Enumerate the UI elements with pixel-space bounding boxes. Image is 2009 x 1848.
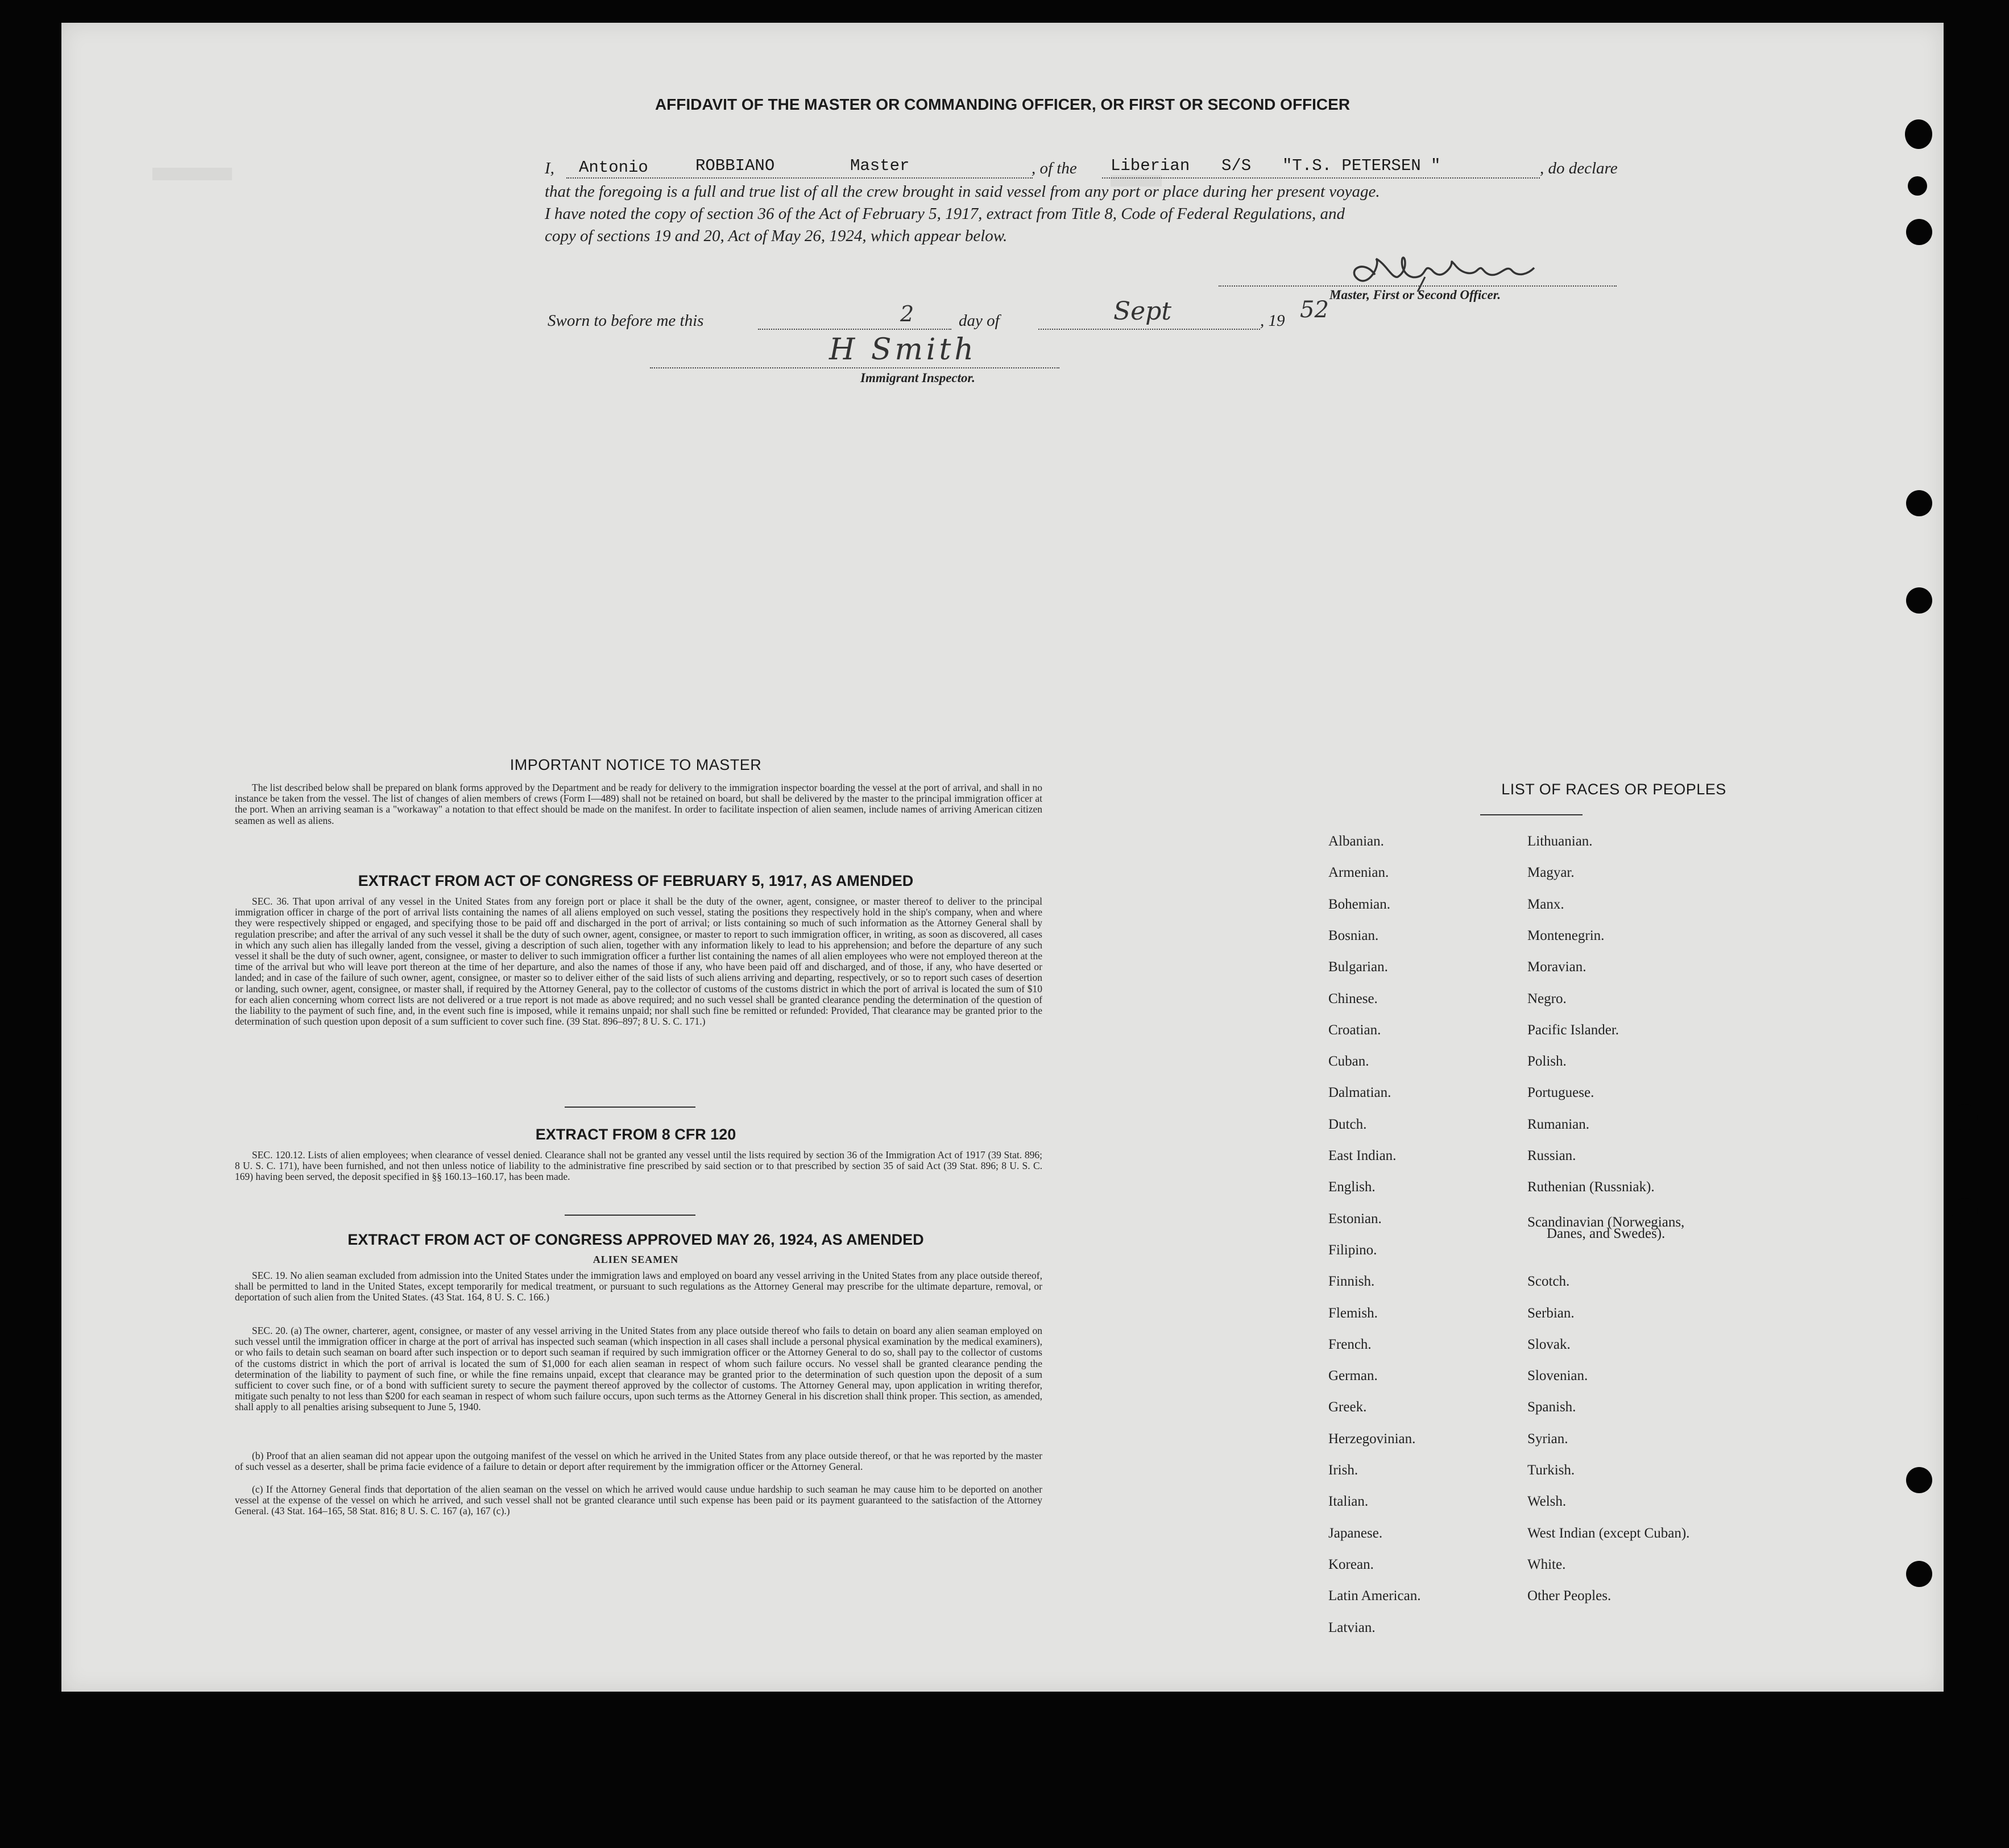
vessel-fill-line — [1102, 177, 1540, 179]
vessel-type: S/S — [1221, 156, 1252, 175]
binder-hole — [1906, 1561, 1932, 1587]
race-item: Bohemian. — [1328, 896, 1391, 912]
race-item: Albanian. — [1328, 834, 1384, 849]
section-36-text: SEC. 36. That upon arrival of any vessel in the United States from any foreign port or place it shall be the duty of the owner, agent, consignee, or master thereof to deliver to the principal immigration officer in charge of the port of arrival lists containing the names of all aliens employed on such vessel, stating the positions they respectively hold in the ship's company, when and where they were respectively shipped or engaged, and specifying those to be paid off and discharged in the port of arrival; or lists containing so much of such information as the Attorney General shall by regulation prescribe; and after the arrival of any such vessel it shall be the duty of such owner, agent, consignee, or master to report to such immigration officer, in writing, as soon as discovered, all cases in which any such alien has illegally landed from the vessel, giving a description of such alien, together with any information likely to lead to his apprehension; and before the departure of any such vessel it shall be the duty of such owner, agent, consignee, or master to deliver to such immigration officer a further list containing the names of all alien employees who were not employed thereon at the time of the arrival but who will leave port thereon at the time of her departure, and also the names of those if any, who have been paid off and discharged, and of those, if any, who have deserted or landed; and in case of the failure of such owner, agent, consignee, or master so to deliver either of the said lists of such aliens arriving and departing, respectively, or so to report such cases of desertion or landing, such owner, agent, consignee, or master shall, if required by the Attorney General, pay to the collector of customs of the customs district in which the port of arrival is located the sum of $10 for each alien concerning whom correct lists are not delivered or a true report is not made as above required; and no such vessel shall be granted clearance pending the determination of the question of the liability to the payment of such fine, and, in the event such fine is imposed, while it remains unpaid; nor shall such fine be remitted or refunded: Provided, That clearance may be granted prior to the determination of such question upon deposit of a sum sufficient to cover such fine. (39 Stat. 896–897; 8 U. S. C. 171.) — [235, 896, 1042, 1027]
race-item: Pacific Islander. — [1527, 1022, 1619, 1038]
race-item: Slovak. — [1527, 1336, 1571, 1352]
race-item: Ruthenian (Russniak). — [1527, 1179, 1655, 1195]
race-item: Chinese. — [1328, 991, 1378, 1006]
race-item: Cuban. — [1328, 1054, 1369, 1070]
race-item: Italian. — [1328, 1494, 1369, 1510]
sworn-label: Sworn to before me this — [548, 312, 704, 330]
race-item: Bosnian. — [1328, 927, 1379, 943]
day-fill-line — [758, 329, 951, 330]
race-item: Bulgarian. — [1328, 959, 1388, 975]
binder-hole — [1952, 1104, 1978, 1130]
month-fill-line — [1038, 329, 1260, 330]
race-item: Moravian. — [1527, 959, 1587, 975]
binder-hole — [1952, 1198, 1978, 1224]
race-item: Welsh. — [1527, 1494, 1567, 1510]
document-page — [61, 23, 1944, 1692]
race-item: Rumanian. — [1527, 1116, 1590, 1132]
affidavit-line-3: I have noted the copy of section 36 of the Act of February 5, 1917, extract from Title 8, Code of Federal Regulations, and — [545, 205, 1345, 223]
race-item: Herzegovinian. — [1328, 1431, 1416, 1447]
race-item: Flemish. — [1328, 1305, 1378, 1321]
race-item: Portuguese. — [1527, 1085, 1594, 1101]
inspector-line — [650, 367, 1059, 368]
section-120-text: SEC. 120.12. Lists of alien employees; when clearance of vessel denied. Clearance shall not be granted any vessel until the lists required by section 36 of the Immigration Act of 1917 (39 Stat. 896; 8 U. S. C. 171), have been furnished, and not then unless notice of liability to the administrative fine prescribed by said section or to that prescribed by section 35 of said Act (39 Stat. 896; 8 U. S. C. 169) having been served, the deposit specified in §§ 160.13–160.17, has been made. — [235, 1149, 1042, 1183]
signature-line — [1219, 285, 1617, 287]
race-item: Syrian. — [1527, 1431, 1568, 1447]
race-item: Estonian. — [1328, 1211, 1382, 1227]
alien-seamen-subtitle: ALIEN SEAMEN — [593, 1254, 679, 1265]
race-item: Japanese. — [1328, 1525, 1383, 1541]
race-item: Montenegrin. — [1527, 927, 1605, 943]
race-item: Lithuanian. — [1527, 834, 1593, 849]
notice-title: IMPORTANT NOTICE TO MASTER — [510, 756, 762, 773]
master-surname: ROBBIANO — [695, 156, 775, 175]
section-20a-text: SEC. 20. (a) The owner, charterer, agent, consignee, or master of any vessel arriving in the United States from any place outside thereof who fails to detain on board any alien seaman employed on such vessel until the immigration officer in charge at the port of arrival has inspected such seaman (which inspection in all cases shall include a personal physical examination by the medical examiners), or who fails to detain such seaman on board after such inspection or to deport such seaman if required by such immigration officer or the Attorney General to do so, shall pay to the collector of customs of the customs district in which the port of arrival is located the sum of $1,000 for each alien seaman in respect of whom such failure occurs. No vessel shall be granted clearance pending the determination of the liability to payment of such fine, or while the fine remains unpaid, except that clearance may be granted prior to the determination of such question upon the deposit of a sum sufficient to cover such fine, or of a bond with sufficient surety to secure the payment thereof approved by the collector of customs. The Attorney General may, upon application in writing therefor, mitigate such penalty to not less than $200 for each seaman in respect of whom such failure occurs, upon such terms as the Attorney General in his discretion shall think proper. This section, as amended, shall apply to all penalties arising subsequent to June 5, 1940. — [235, 1325, 1042, 1413]
race-item: Latin American. — [1328, 1588, 1421, 1604]
section-20c-text: (c) If the Attorney General finds that deportation of the alien seaman on the vessel on which he arrived would cause undue hardship to such seaman he may cause him to be deported on another vessel at the expense of the vessel on which he arrived, and such vessel shall not be granted clearance until such expense has been paid or its payment guaranteed to the satisfaction of the Attorney General. (43 Stat. 164–165, 58 Stat. 816; 8 U. S. C. 167 (a), 167 (c).) — [235, 1484, 1042, 1517]
divider — [1480, 814, 1583, 815]
signature-label: Master, First or Second Officer. — [1329, 288, 1501, 302]
master-first-name: Antonio — [579, 158, 648, 177]
binder-hole — [1906, 219, 1932, 245]
race-item: White. — [1527, 1556, 1566, 1572]
race-item: German. — [1328, 1368, 1378, 1384]
year-prefix: , 19 — [1260, 312, 1285, 330]
affidavit-line-4: copy of sections 19 and 20, Act of May 26, 1924, which appear below. — [545, 227, 1008, 245]
extract-cfr-title: EXTRACT FROM 8 CFR 120 — [535, 1126, 736, 1143]
sworn-year: 52 — [1300, 297, 1329, 323]
race-item: Dutch. — [1328, 1116, 1367, 1132]
race-item: Greek. — [1328, 1399, 1367, 1415]
vessel-nationality: Liberian — [1111, 156, 1190, 175]
race-item: Filipino. — [1328, 1242, 1377, 1258]
race-item: Polish. — [1527, 1054, 1567, 1070]
race-item: Russian. — [1527, 1148, 1576, 1163]
race-item: Latvian. — [1328, 1619, 1376, 1635]
race-item: Danes, and Swedes). — [1547, 1225, 1666, 1241]
race-item: French. — [1328, 1336, 1372, 1352]
of-the-label: , of the — [1032, 159, 1077, 177]
race-item: West Indian (except Cuban). — [1527, 1525, 1690, 1541]
inspector-signature: H Smith — [829, 333, 977, 367]
race-item: East Indian. — [1328, 1148, 1397, 1163]
race-item: Manx. — [1527, 896, 1564, 912]
race-item: Croatian. — [1328, 1022, 1381, 1038]
extract-1924-title: EXTRACT FROM ACT OF CONGRESS APPROVED MAY 26, 1924, AS AMENDED — [347, 1231, 924, 1248]
section-19-text: SEC. 19. No alien seaman excluded from admission into the United States under the immigration laws and employed on board any vessel arriving in the United States from any place outside thereof, shall be permitted to land in the United States, except temporarily for medical treatment, or pursuant to such regulations as the Attorney General may prescribe for the ultimate departure, removal, or deportation of such alien from the United States. (43 Stat. 164, 8 U. S. C. 166.) — [235, 1270, 1042, 1303]
inspector-label: Immigrant Inspector. — [860, 371, 975, 385]
sworn-day: 2 — [900, 301, 914, 326]
race-item: Scandinavian (Norwegians, — [1527, 1214, 1685, 1230]
sworn-month: Sept — [1113, 297, 1172, 326]
master-rank: Master — [850, 156, 910, 175]
race-item: Other Peoples. — [1527, 1588, 1612, 1604]
do-declare-label: , do declare — [1540, 159, 1618, 177]
bleed-through-mark — [152, 168, 232, 180]
binder-hole — [1906, 1467, 1932, 1493]
race-item: Magyar. — [1527, 865, 1575, 881]
race-item: Slovenian. — [1527, 1368, 1588, 1384]
race-item: Spanish. — [1527, 1399, 1576, 1415]
race-item: Dalmatian. — [1328, 1085, 1391, 1101]
section-20b-text: (b) Proof that an alien seaman did not appear upon the outgoing manifest of the vessel on which he arrived in the United States from any place outside thereof, or that he was reported by the master of such vessel as a deserter, shall be prima facie evidence of a failure to detain or deport after requirement by the immigration officer or the Attorney General. — [235, 1450, 1042, 1473]
race-item: Korean. — [1328, 1556, 1374, 1572]
notice-text: The list described below shall be prepared on blank forms approved by the Department and be ready for delivery to the immigration inspector boarding the vessel at the port of arrival, and shall in no instance be taken from the vessel. The list of changes of alien members of crews (Form I—489) shall not be retained on board, but shall be delivered by the master to the principal immigration officer at the port. When an arriving seaman is a "workaway" a notation to that effect should be made on the manifest. In order to facilitate inspection of alien seamen, include names of arriving American citizen seamen as well as aliens. — [235, 782, 1042, 826]
binder-hole — [1905, 119, 1932, 149]
affidavit-title: AFFIDAVIT OF THE MASTER OR COMMANDING OFFICER, OR FIRST OR SECOND OFFICER — [655, 96, 1351, 113]
divider — [565, 1107, 695, 1108]
binder-hole — [1908, 176, 1927, 196]
day-of-label: day of — [959, 312, 1000, 330]
binder-hole — [1906, 490, 1932, 516]
race-item: Serbian. — [1527, 1305, 1575, 1321]
name-fill-line — [566, 177, 1033, 179]
race-item: Armenian. — [1328, 865, 1389, 881]
divider — [565, 1215, 695, 1216]
race-item: Irish. — [1328, 1462, 1358, 1478]
race-item: English. — [1328, 1179, 1376, 1195]
affidavit-i: I, — [545, 159, 554, 177]
race-item: Turkish. — [1527, 1462, 1575, 1478]
extract-1917-title: EXTRACT FROM ACT OF CONGRESS OF FEBRUARY 5, 1917, AS AMENDED — [358, 872, 914, 889]
affidavit-line-2: that the foregoing is a full and true list of all the crew brought in said vessel from any port or place during her present voyage. — [545, 183, 1380, 201]
race-item: Negro. — [1527, 991, 1567, 1006]
races-title: LIST OF RACES OR PEOPLES — [1501, 781, 1726, 798]
race-item: Finnish. — [1328, 1274, 1375, 1290]
race-item: Scotch. — [1527, 1274, 1570, 1290]
vessel-name: "T.S. PETERSEN " — [1282, 156, 1441, 175]
binder-hole — [1906, 587, 1932, 614]
